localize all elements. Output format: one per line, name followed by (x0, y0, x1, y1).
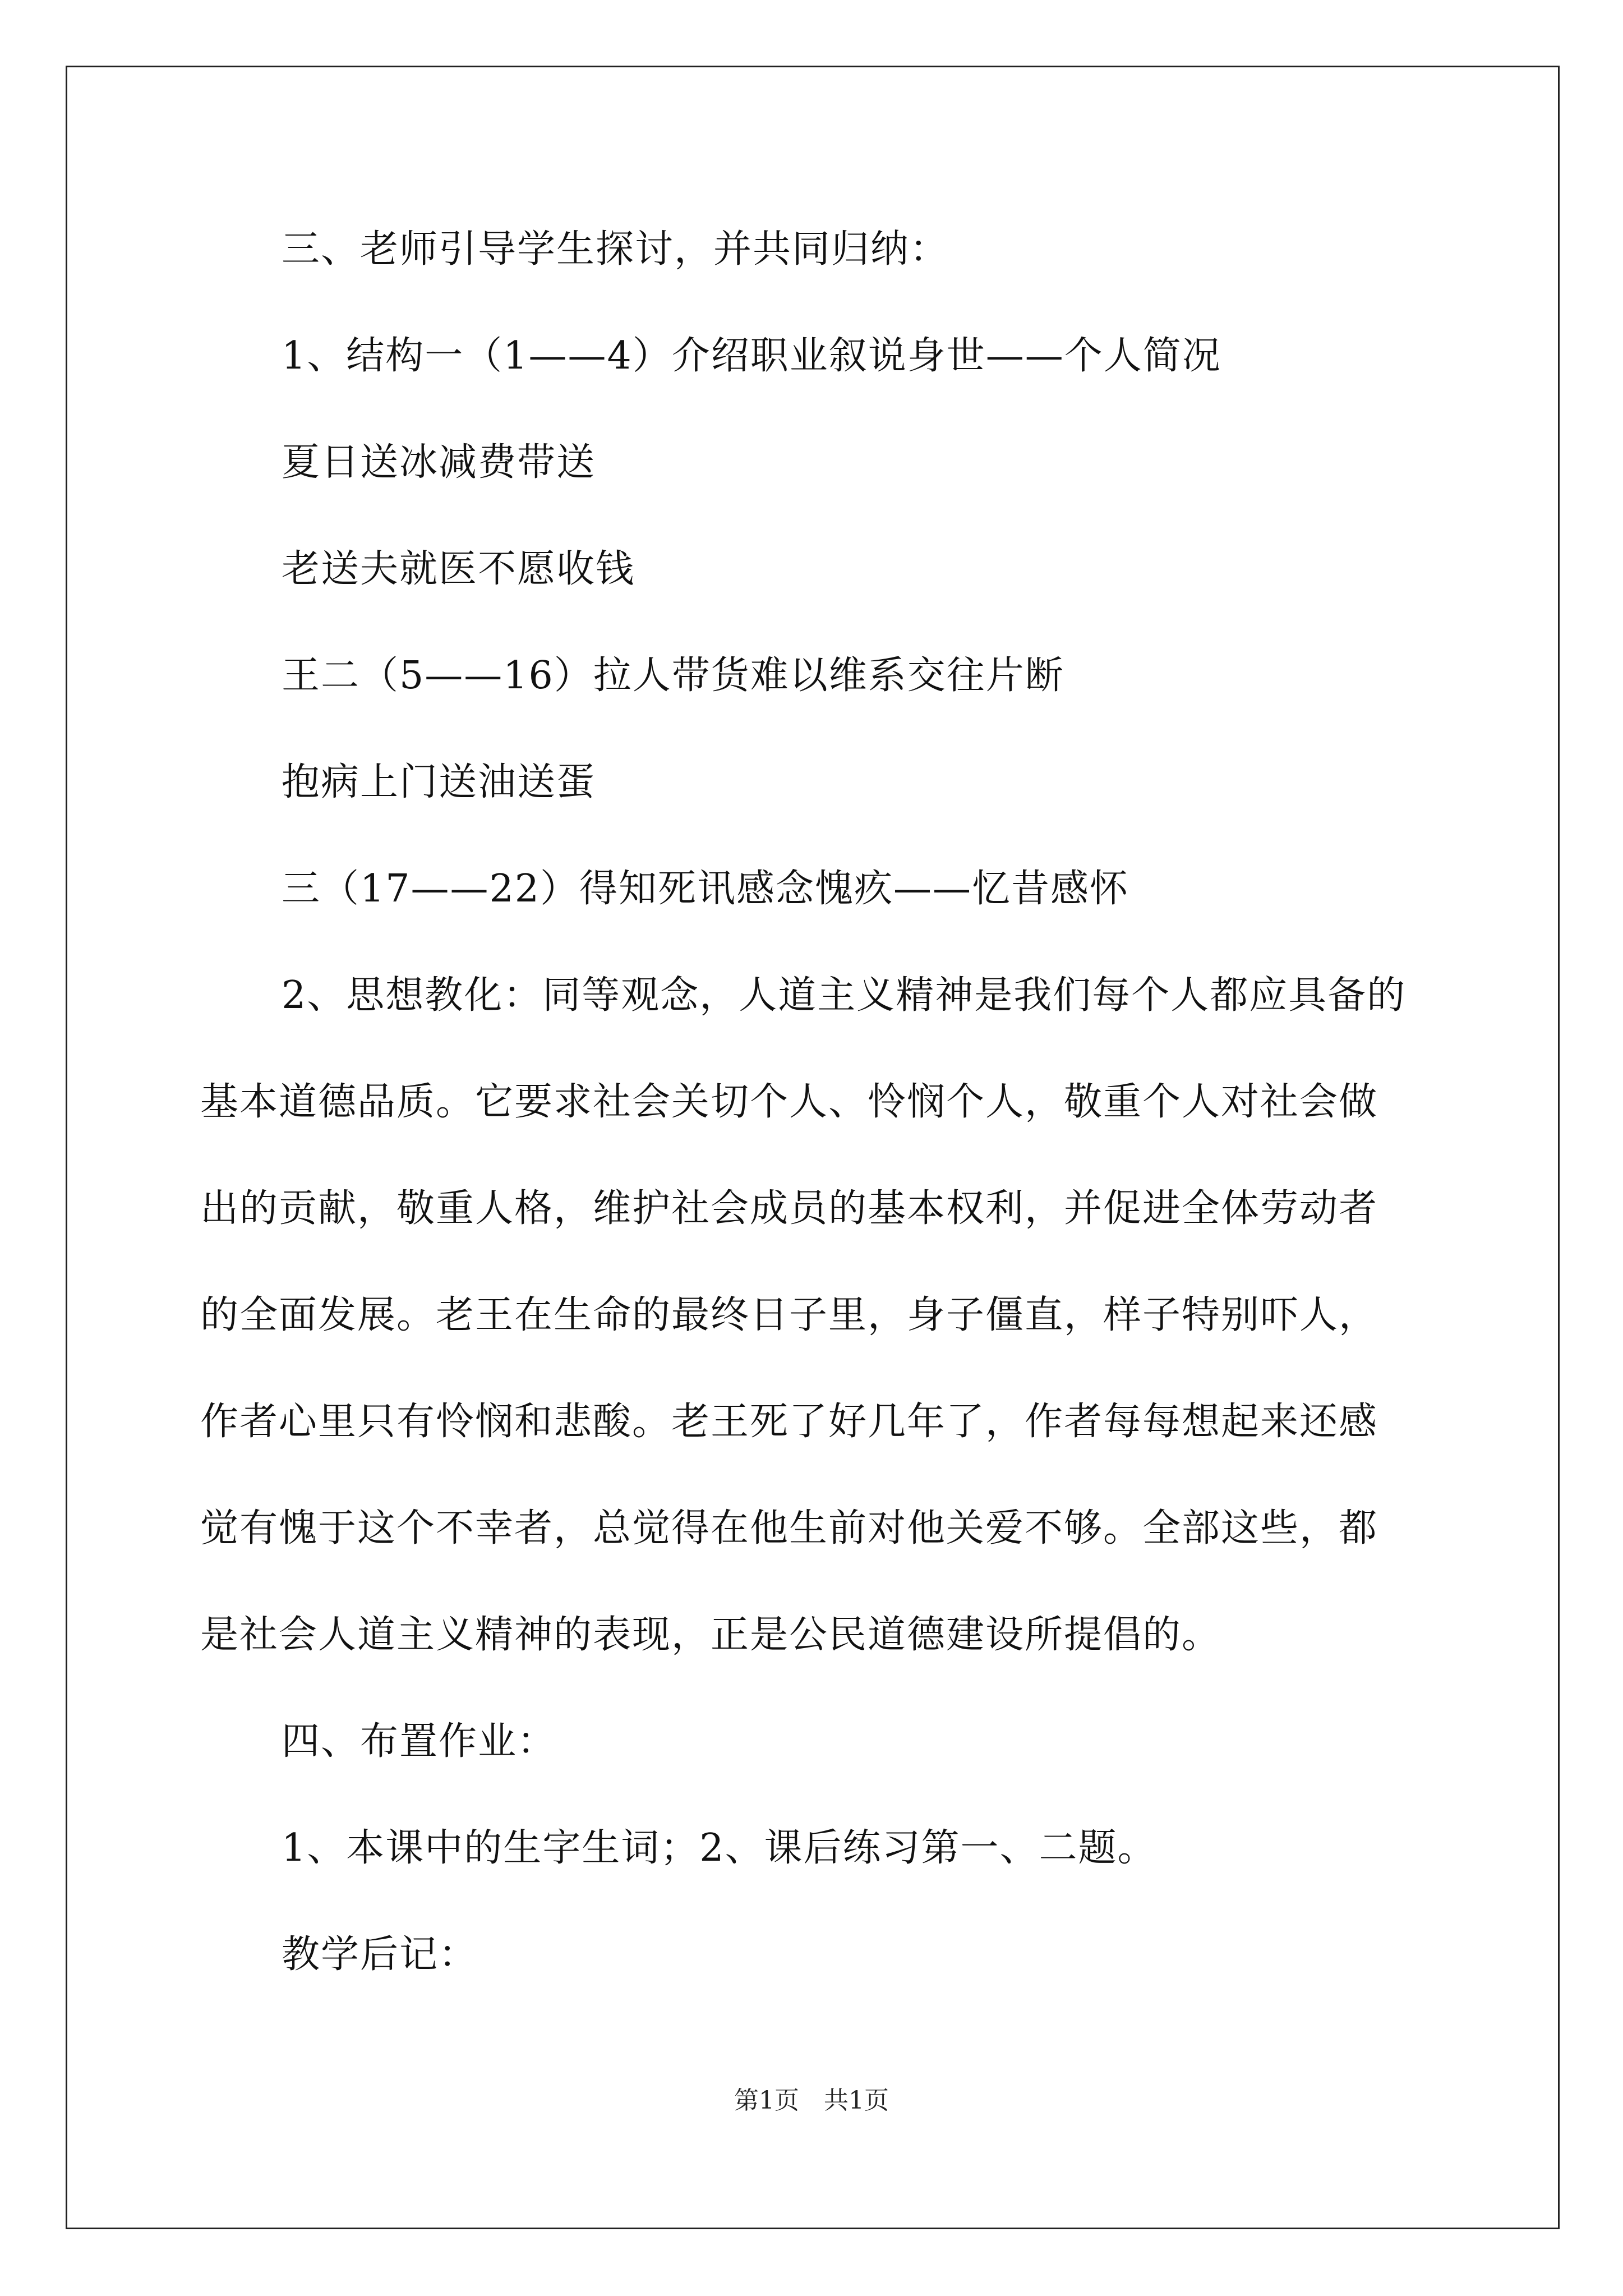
teaching-notes-heading: 教学后记： (282, 1932, 478, 1977)
section-heading-3: 三、老师引导学生探讨，并共同归纳： (282, 227, 949, 272)
structure-part-1: 1、结构一（1——4）介绍职业叙说身世——个人简况 (282, 334, 1221, 378)
paragraph-line: 2、思想教化：同等观念，人道主义精神是我们每个人都应具备的 (282, 973, 1407, 1018)
structure-detail-2: 老送夫就医不愿收钱 (282, 547, 635, 591)
section-heading-4: 四、布置作业： (282, 1719, 557, 1764)
paragraph-line: 基本道德品质。它要求社会关切个人、怜悯个人，敬重个人对社会做 (200, 1080, 1378, 1124)
paragraph-line: 觉有愧于这个不幸者，总觉得在他生前对他关爱不够。全部这些，都 (200, 1506, 1378, 1550)
structure-part-2: 王二（5——16）拉人带货难以维系交往片断 (282, 654, 1064, 698)
page-number-footer: 第1页 共1页 (734, 2086, 889, 2115)
paragraph-line: 作者心里只有怜悯和悲酸。老王死了好几年了，作者每每想起来还感 (200, 1400, 1378, 1444)
structure-detail-3: 抱病上门送油送蛋 (282, 760, 596, 804)
paragraph-line: 出的贡献，敬重人格，维护社会成员的基本权利，并促进全体劳动者 (200, 1186, 1378, 1231)
paragraph-line: 的全面发展。老王在生命的最终日子里，身子僵直，样子特别吓人， (200, 1293, 1378, 1337)
homework-line: 1、本课中的生字生词；2、课后练习第一、二题。 (282, 1826, 1157, 1870)
structure-detail-1: 夏日送冰减费带送 (282, 440, 596, 485)
paragraph-line: 是社会人道主义精神的表现，正是公民道德建设所提倡的。 (200, 1613, 1221, 1657)
page-border (66, 66, 1560, 2229)
structure-part-3: 三（17——22）得知死讯感念愧疚——忆昔感怀 (282, 867, 1129, 911)
